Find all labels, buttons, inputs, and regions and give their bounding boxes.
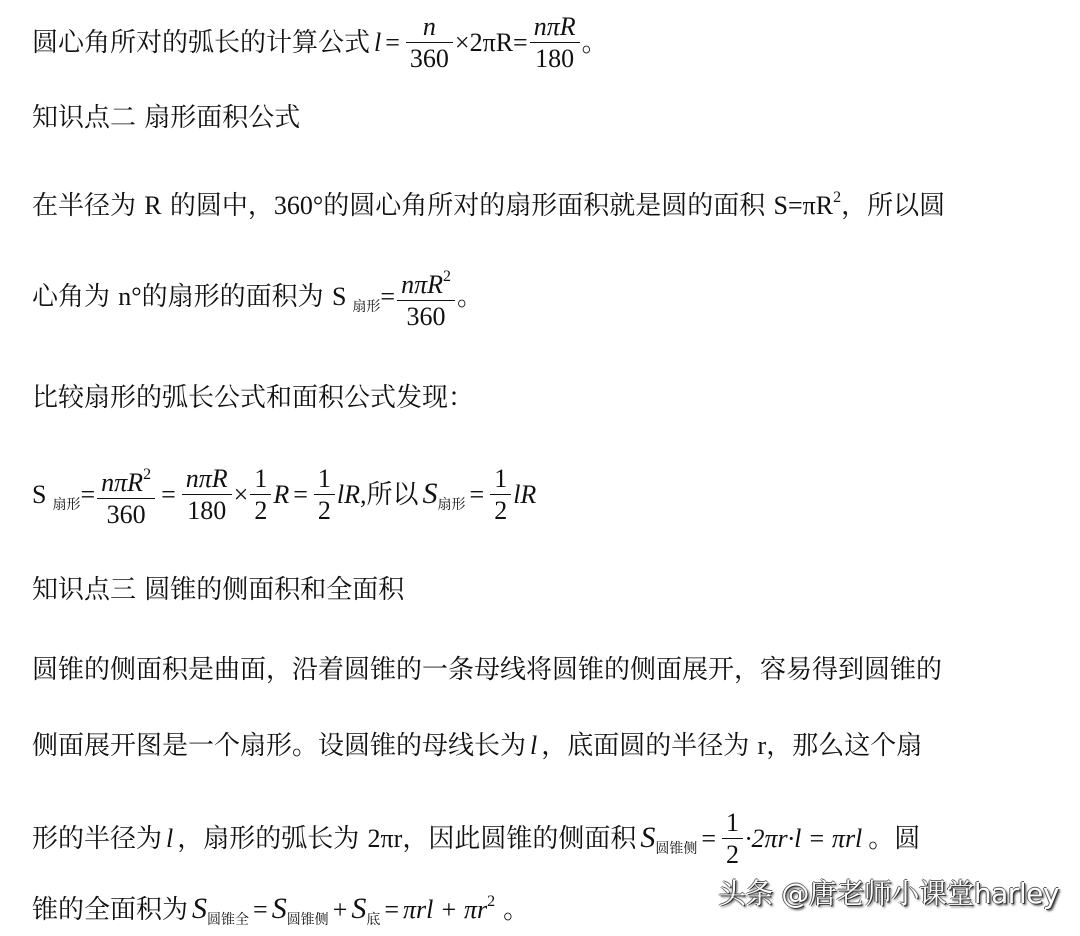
denominator: 2 [490, 494, 511, 527]
var-S: S [351, 892, 367, 925]
text: 圆心角所对的弧长的计算公式 [32, 28, 371, 58]
denominator: 360 [97, 498, 155, 531]
denominator: 360 [406, 42, 453, 75]
var-R: R [273, 480, 290, 509]
text: ，那么这个扇 [766, 731, 923, 761]
equals: = [380, 282, 396, 311]
subscript: 扇形 [437, 497, 466, 513]
sector-area-paragraph-line1 [32, 182, 945, 222]
numerator-text: nπR [401, 270, 443, 299]
numerator-text: nπR [101, 468, 144, 497]
var-S: S [32, 480, 47, 509]
heading-knowledge-point-2: 知识点二 扇形面积公式 [32, 103, 301, 133]
text: ，所以圆 [841, 191, 946, 221]
numerator: 1 [494, 464, 508, 493]
arc-length-formula-line [32, 12, 608, 75]
degree-n: n° [118, 282, 142, 311]
denominator: 2 [722, 838, 743, 871]
denominator: 2 [250, 494, 271, 527]
fraction-npiR-180 [182, 464, 232, 527]
var-l: l [530, 731, 538, 760]
subscript: 底 [366, 912, 381, 928]
cone-paragraph-line1: 圆锥的侧面积是曲面，沿着圆锥的一条母线将圆锥的侧面展开，容易得到圆锥的 [32, 655, 943, 685]
text: 侧面展开图是一个扇形。设圆锥的母线长为 [32, 731, 527, 761]
sector-area-derivation [32, 460, 536, 531]
numerator: nπR [533, 12, 576, 41]
var-S: S [422, 477, 438, 510]
cone-paragraph-line3 [32, 808, 920, 871]
plus: + [332, 895, 348, 924]
numerator: n [422, 12, 436, 41]
period: 。 [503, 895, 530, 925]
text: 的圆中， [161, 191, 274, 221]
fraction-n-360 [406, 12, 453, 75]
lateral-area-expression: ·2πr·l = πrl [745, 824, 863, 853]
var-lR: lR [513, 480, 537, 509]
equals: = [161, 480, 176, 509]
period: 。 [581, 28, 608, 58]
period: 。 [457, 282, 484, 312]
denominator: 180 [182, 494, 232, 527]
denominator: 360 [397, 300, 455, 333]
cone-paragraph-line2 [32, 730, 922, 762]
equals: = [80, 480, 96, 509]
numerator: 1 [726, 808, 739, 837]
fraction-1-2 [722, 808, 743, 871]
text-so: 所以 [366, 480, 419, 509]
fraction-1-2 [250, 464, 271, 527]
cone-paragraph-line4 [32, 886, 529, 936]
fraction-npiR2-360 [97, 460, 155, 531]
fraction-1-2 [490, 464, 511, 527]
fraction-npiR2-360 [397, 262, 455, 333]
numerator: 1 [254, 464, 268, 493]
numerator: nπR [185, 464, 228, 493]
times-2piR: ×2πR= [454, 28, 528, 57]
var-l: l [166, 824, 174, 853]
var-l: l [374, 28, 382, 57]
subscript: 圆锥侧 [655, 841, 698, 857]
text: 。圆 [868, 824, 921, 854]
text: 锥的全面积为 [32, 895, 189, 925]
arc-length: 2πr [367, 824, 403, 853]
denominator: 2 [314, 494, 335, 527]
subscript: 扇形 [52, 497, 81, 513]
numerator [97, 460, 155, 498]
superscript: 2 [833, 189, 842, 206]
comparison-paragraph: 比较扇形的弧长公式和面积公式发现： [32, 383, 475, 413]
equals: = [469, 480, 485, 509]
text: 形的半径为 [32, 824, 163, 854]
fraction-npiR-180 [530, 12, 580, 75]
numerator: 1 [317, 464, 331, 493]
var-S: S [271, 892, 287, 925]
text: ，扇形的弧长为 [177, 824, 368, 854]
subscript: 扇形 [352, 299, 381, 315]
watermark: 头条 @唐老师小课堂harley [718, 877, 1059, 910]
var-S: S [331, 282, 347, 311]
equals: = [293, 480, 308, 509]
circle-area-formula: S=πR [773, 191, 834, 220]
text: 的扇形的面积为 [141, 282, 332, 312]
text: 在半径为 [32, 191, 145, 221]
var-S: S [640, 821, 656, 854]
equals: = [701, 824, 716, 853]
equals: = [384, 895, 400, 924]
text: 的圆心角所对的扇形面积就是圆的面积 [323, 191, 774, 221]
subscript: 圆锥侧 [286, 912, 329, 928]
equals: = [253, 895, 268, 924]
var-R: R [144, 191, 162, 220]
numerator [397, 262, 455, 300]
heading-knowledge-point-3: 知识点三 圆锥的侧面积和全面积 [32, 575, 405, 605]
text: ，底面圆的半径为 [541, 731, 758, 761]
equals: = [385, 28, 400, 57]
denominator: 180 [530, 42, 580, 75]
times: × [233, 480, 249, 509]
var-r: r [757, 731, 767, 760]
text: ，因此圆锥的侧面积 [402, 824, 637, 854]
superscript: 2 [443, 268, 451, 285]
var-lR: lR, [336, 480, 367, 509]
degree-360: 360° [273, 191, 324, 220]
var-S: S [192, 892, 208, 925]
text: 心角为 [32, 282, 119, 312]
total-area-expression: πrl + πr [403, 895, 488, 924]
superscript: 2 [143, 466, 152, 483]
fraction-1-2 [314, 464, 335, 527]
subscript: 圆锥全 [207, 912, 250, 928]
superscript: 2 [487, 893, 496, 910]
sector-area-paragraph-line2 [32, 262, 483, 333]
